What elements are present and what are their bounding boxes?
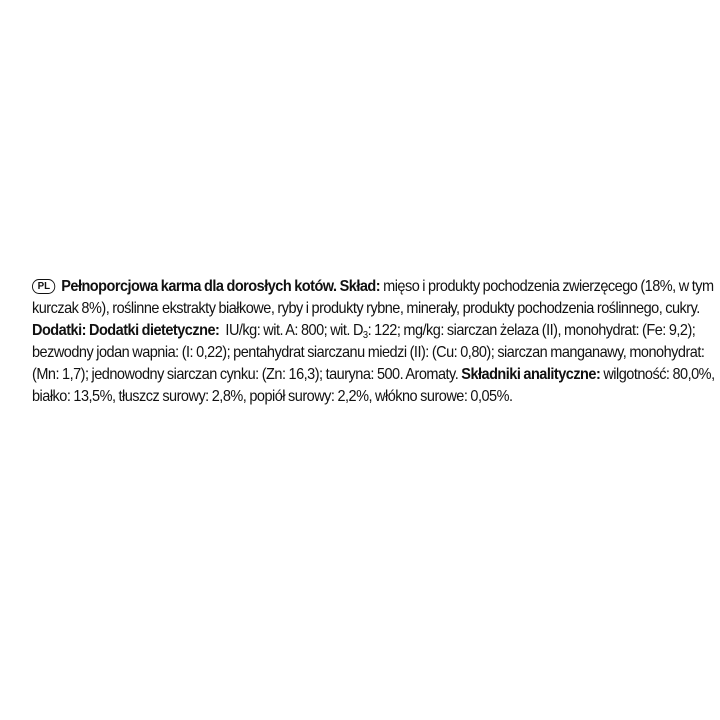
composition-heading: Skład: bbox=[339, 278, 381, 295]
additives-text-line4: bezwodny jodan wapnia: (I: 0,22); pentahydrat siarczanu miedzi (II): (Cu: 0,80); siarczan manganawy, monohydrat: bbox=[32, 344, 705, 361]
label-line-5 bbox=[32, 364, 715, 386]
analytical-heading: Składniki analityczne: bbox=[461, 366, 601, 383]
vitamin-d-subscript: 3 bbox=[362, 330, 368, 341]
label-line-3 bbox=[32, 320, 694, 342]
nutritional-additives-heading: Dodatki dietetyczne: bbox=[88, 322, 220, 339]
analytical-text-cont: białko: 13,5%, tłuszcz surowy: 2,8%, popiół surowy: 2,2%, włókno surowe: 0,05%. bbox=[32, 388, 513, 405]
label-line-6 bbox=[32, 386, 694, 408]
composition-text-cont: kurczak 8%), roślinne ekstrakty białkowe, ryby i produkty rybne, minerały, produkty pochodzenia roślinnego, cukry. bbox=[32, 300, 700, 317]
additives-text: IU/kg: wit. A: 800; wit. D bbox=[219, 322, 363, 339]
label-line-2 bbox=[32, 298, 700, 320]
ingredients-label bbox=[32, 276, 715, 408]
analytical-text: wilgotność: 80,0%, bbox=[600, 366, 715, 383]
label-line-4 bbox=[32, 342, 705, 364]
additives-text-cont: : 122; mg/kg: siarczan żelaza (II), monohydrat: (Fe: 9,2); bbox=[367, 322, 696, 339]
product-description: Pełnoporcjowa karma dla dorosłych kotów. bbox=[61, 278, 337, 295]
additives-heading: Dodatki: bbox=[32, 322, 86, 339]
label-line-1 bbox=[32, 276, 714, 298]
composition-text: mięso i produkty pochodzenia zwierzęcego (18%, w tym bbox=[380, 278, 714, 295]
additives-text-line5: (Mn: 1,7); jednowodny siarczan cynku: (Zn: 16,3); tauryna: 500. Aromaty. bbox=[32, 366, 462, 383]
language-badge: PL bbox=[32, 279, 56, 294]
